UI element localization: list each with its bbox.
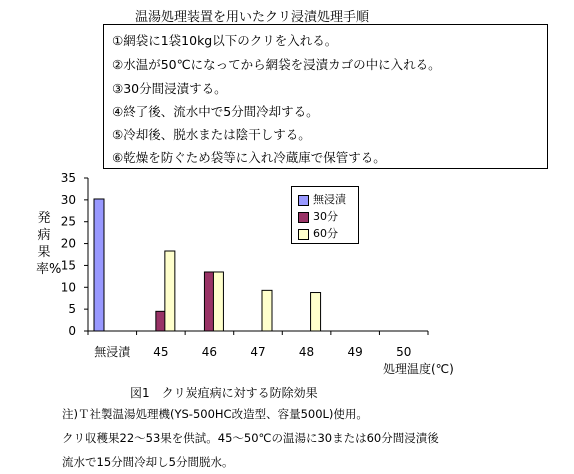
procedure-step: ③30分間浸漬する。 <box>112 81 227 96</box>
legend-swatch <box>298 229 309 240</box>
legend-label: 無浸漬 <box>313 193 346 206</box>
legend-swatch <box>298 195 309 206</box>
figure-caption: 図1 クリ炭疽病に対する防除効果 <box>130 386 318 400</box>
y-tick-label: 25 <box>60 214 76 229</box>
procedure-box <box>103 24 548 169</box>
y-tick-label: 15 <box>60 258 76 273</box>
figure-note: クリ収穫果22～53果を供試。45～50℃の温湯に30または60分間浸漬後 <box>62 431 439 445</box>
x-tick-label: 45 <box>153 345 169 359</box>
procedure-step: ①網袋に1袋10kg以下のクリを入れる。 <box>112 33 338 48</box>
procedure-title: 温湯処理装置を用いたクリ浸漬処理手順 <box>135 10 370 25</box>
x-tick-label: 49 <box>347 345 363 359</box>
legend-item <box>298 191 346 207</box>
x-tick-label: 46 <box>201 345 218 359</box>
y-tick-label: 10 <box>60 280 76 295</box>
y-tick-label: 35 <box>60 171 76 185</box>
x-tick-label: 48 <box>298 345 315 359</box>
bar <box>311 293 321 331</box>
bar-chart <box>0 170 574 370</box>
y-tick-label: 0 <box>68 324 76 338</box>
figure-note: 流水で15分間冷却し5分間脱水。 <box>62 455 234 469</box>
x-tick-label: 47 <box>250 345 266 359</box>
bar <box>213 272 223 331</box>
procedure-step: ②水温が50℃になってから網袋を浸漬カゴの中に入れる。 <box>112 57 441 72</box>
procedure-step: ⑤冷却後、脱水または陰干しする。 <box>112 127 311 142</box>
y-tick-label: 5 <box>68 302 76 317</box>
x-tick-label: 無浸漬 <box>94 345 131 359</box>
y-tick-label: 20 <box>60 236 76 251</box>
bar <box>165 251 175 331</box>
legend-swatch <box>298 212 309 223</box>
procedure-step: ⑥乾燥を防ぐため袋等に入れ冷蔵庫で保管する。 <box>112 150 386 165</box>
legend-item <box>298 225 338 241</box>
figure-note: 注)Ｔ社製温湯処理機(YS-500HC改造型、容量500L)使用。 <box>62 407 368 421</box>
x-tick-label: 50 <box>396 345 412 359</box>
legend-label: 30分 <box>313 210 338 223</box>
x-axis-title: 処理温度(℃) <box>383 362 454 376</box>
bar <box>94 199 104 331</box>
y-axis-label: 発病果率% <box>36 211 62 277</box>
legend-item <box>298 208 338 224</box>
legend-label: 60分 <box>313 227 338 240</box>
procedure-step: ④終了後、流水中で5分間冷却する。 <box>112 104 319 119</box>
bar <box>262 290 272 331</box>
y-tick-label: 30 <box>60 192 76 207</box>
chart-legend <box>291 186 359 244</box>
